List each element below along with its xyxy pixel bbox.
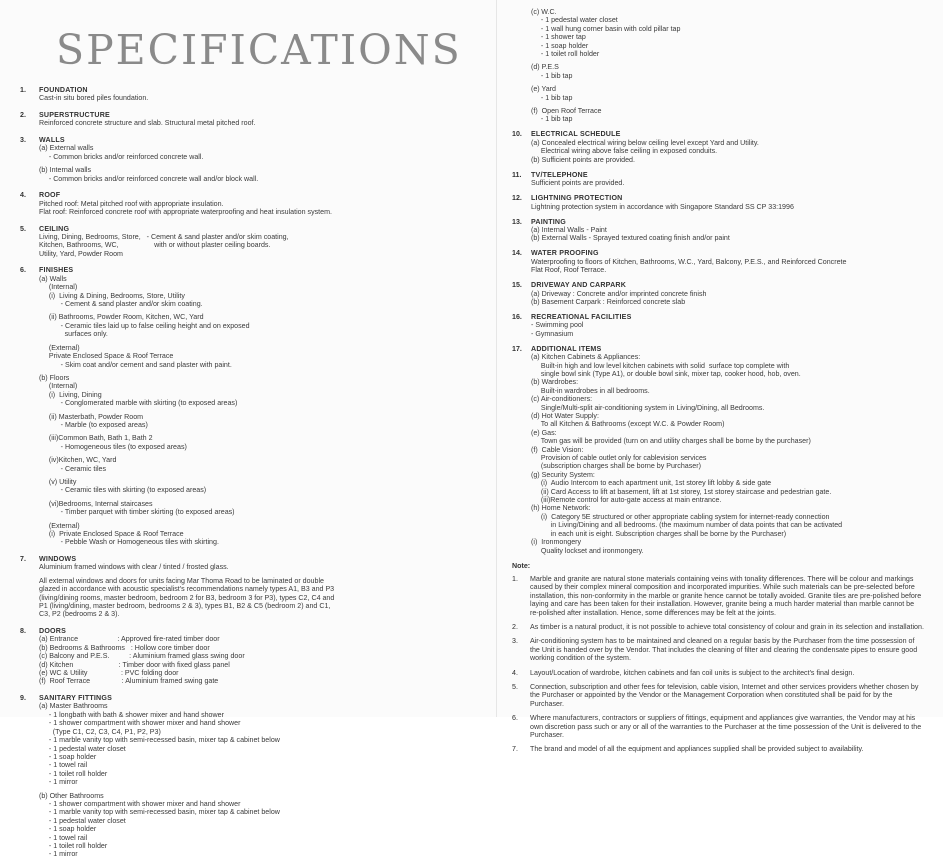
spec-line: All external windows and doors for units facing Mar Thoma Road to be laminated or double [39, 576, 324, 585]
spec-line: - Common bricks and/or reinforced concrete wall and/or block wall. [39, 174, 259, 183]
spec-line: Lightning protection system in accordance with Singapore Standard SS CP 33:1996 [531, 202, 794, 211]
spec-line: (f) Cable Vision: [531, 445, 584, 454]
section-body [531, 8, 924, 124]
spec-line: (subscription charges shall be borne by Purchaser) [531, 462, 701, 471]
note-number: 1. [512, 574, 518, 583]
spec-line: - 1 pedestal water closet [39, 816, 126, 825]
section-number: 13. [512, 217, 522, 226]
spec-line: Electrical wiring above false ceiling in exposed conduits. [531, 147, 718, 156]
section-body [531, 313, 924, 338]
spec-line: (e) Yard [531, 85, 556, 94]
spec-line: (g) Security System: [531, 470, 595, 479]
spec-line: (ii) Bathrooms, Powder Room, Kitchen, WC, Yard [39, 313, 204, 322]
spec-line: (d) Hot Water Supply: [531, 412, 599, 420]
section-heading: WATER PROOFING [531, 249, 599, 258]
spec-line: in Living/Dining and all bedrooms. (the maximum number of data points that can be activated [531, 521, 843, 530]
section-body [39, 627, 460, 686]
spec-line: - 1 shower compartment with shower mixer and hand shower [39, 719, 241, 728]
note-number: 4. [512, 668, 518, 677]
section-heading: RECREATIONAL FACILITIES [531, 312, 632, 321]
spec-line: - Swimming pool [531, 321, 584, 330]
spec-section [20, 225, 460, 259]
spec-line: C3, P2 (bedrooms 2 & 3). [39, 610, 120, 619]
spec-line: (a) Kitchen Cabinets & Appliances: [531, 353, 641, 362]
spec-line: (External) [39, 521, 80, 530]
section-heading: FINISHES [39, 266, 74, 275]
spec-line: (c) Air-conditioners: [531, 395, 593, 404]
spec-line: - 1 wall hung corner basin with cold pillar tap [531, 24, 681, 33]
spec-line: - Skim coat and/or cement and sand plaster with paint. [39, 360, 232, 369]
spec-section [512, 281, 924, 306]
section-body [531, 281, 924, 306]
spec-section [512, 345, 924, 555]
spec-line: - 1 towel rail [39, 761, 88, 770]
page-title: SPECIFICATIONS [56, 26, 462, 74]
note-number: 2. [512, 622, 518, 631]
spec-line: glazed in accordance with acoustic specialist's recommendations namely types A1, B3 and P3 [39, 585, 335, 594]
spec-line: (ii) Card Access to lift at basement, lift at 1st storey, 1st storey staircase and pedestrian gate. [531, 487, 832, 496]
spec-section [512, 218, 924, 243]
note-item [512, 623, 924, 631]
spec-line: - 1 soap holder [39, 752, 97, 761]
section-heading: CEILING [39, 224, 70, 233]
spec-line: - 1 marble vanity top with semi-recessed basin, mixer tap & cabinet below [39, 736, 280, 745]
section-number: 12. [512, 194, 522, 203]
spec-line: (b) External Walls - Sprayed textured coating finish and/or paint [531, 234, 730, 243]
spec-line: - Pebble Wash or Homogeneous tiles with skirting. [39, 538, 219, 547]
spec-line: - Timber parquet with timber skirting (to exposed areas) [39, 508, 235, 517]
spec-line: (c) Balcony and P.E.S. : Aluminium framed glass swing door [39, 652, 245, 661]
section-body [39, 136, 460, 183]
note-item [512, 575, 924, 617]
spec-line: - 1 pedestal water closet [39, 744, 126, 753]
section-heading: LIGHTNING PROTECTION [531, 194, 623, 203]
section-number: 11. [512, 170, 522, 179]
spec-section [20, 111, 460, 128]
spec-line: Living, Dining, Bedrooms, Store, - Cement & sand plaster and/or skim coating, [39, 233, 289, 242]
spec-line: (iii)Remote control for auto-gate access at main entrance. [531, 496, 722, 505]
spec-line: (External) [39, 343, 80, 352]
note-text: Marble and granite are natural stone materials containing veins with tonality differences. There will be colour and markings caused by their complex mineral composition and incorporated impurities. While such materials can be pre-selected before installation, this non-conformity in the marble or granite hence cannot be totally avoided. Granite tiles are pre-polished before laying and care has been taken for their installation. However, granite being a much harder material than marble cannot be re-polished after installation. Hence, some differences may be felt at the joints. [530, 574, 922, 617]
notes-block [512, 562, 924, 754]
spec-line: - Ceramic tiles with skirting (to exposed areas) [39, 486, 207, 495]
section-heading: WALLS [39, 136, 65, 144]
spec-section [20, 555, 460, 619]
note-item [512, 637, 924, 662]
section-number [512, 8, 531, 124]
section-heading: ELECTRICAL SCHEDULE [531, 130, 621, 139]
section-body [39, 191, 460, 216]
notes-list [512, 575, 924, 754]
spec-line: (b) Other Bathrooms [39, 791, 104, 800]
page-fold-divider [496, 0, 497, 717]
note-number: 5. [512, 682, 518, 691]
spec-line: (a) External walls [39, 144, 94, 153]
spec-line: - Ceramic tiles laid up to false ceiling height and on exposed [39, 321, 250, 330]
spec-line: Provision of cable outlet only for cablevision services [531, 454, 707, 463]
note-text: As timber is a natural product, it is not possible to achieve total consistency of colour and grain in its selection and installation. [530, 622, 924, 631]
section-number: 7. [20, 555, 26, 563]
spec-line: - 1 mirror [39, 850, 78, 859]
section-body [39, 555, 460, 619]
spec-line: (e) Gas: [531, 428, 557, 437]
spec-line: (a) Driveway : Concrete and/or imprinted concrete finish [531, 289, 707, 298]
spec-line: single bowl sink (Type A1), or double bowl sink, mixer tap, cooker hood, hob, oven. [531, 369, 801, 378]
note-text: Layout/Location of wardrobe, kitchen cabinets and fan coil units is subject to the architect's final design. [530, 668, 855, 677]
spec-line: - 1 toilet roll holder [39, 841, 108, 850]
spec-line: (b) Floors [39, 373, 70, 382]
spec-line: (b) Sufficient points are provided. [531, 155, 635, 164]
spec-line: (Internal) [39, 283, 78, 292]
spec-line: - Common bricks and/or reinforced concrete wall. [39, 152, 204, 161]
spec-line: (i) Living, Dining [39, 390, 102, 399]
spec-line: (living/dining rooms, master bedroom, bedroom 2 for B3, bedroom 3 for P3), types C2, C4 and [39, 593, 335, 602]
spec-line: - Gymnasium [531, 329, 574, 338]
section-number: 10. [512, 130, 522, 139]
note-number: 3. [512, 637, 518, 646]
note-text: Connection, subscription and other fees for television, cable vision, Internet and other services providers whether chosen by the Purchaser or appointed by the Vendor or the Management Corporation when constituted shall be paid for by the Purchaser. [530, 682, 919, 708]
spec-line: (ii) Masterbath, Powder Room [39, 412, 144, 421]
left-spec-list [20, 86, 460, 859]
spec-line: (Internal) [39, 382, 78, 391]
section-body [531, 249, 924, 274]
spec-line: Cast-in situ bored piles foundation. [39, 94, 149, 103]
section-heading: ADDITIONAL ITEMS [531, 344, 602, 353]
spec-line: Quality lockset and ironmongery. [531, 546, 644, 555]
section-heading: SUPERSTRUCTURE [39, 111, 110, 119]
note-text: Where manufacturers, contractors or suppliers of fittings, equipment and appliances give warranties, the Vendor may at his own discretion pass such or any or all of the warranties to the Purchaser at the time possession of the Unit is delivered to the Purchaser. [530, 714, 922, 739]
section-heading: FOUNDATION [39, 86, 88, 94]
section-body [531, 218, 924, 243]
spec-line: in each unit is eight. Subscription charges shall be borne by the Purchaser) [531, 529, 787, 538]
section-number: 1. [20, 86, 26, 94]
spec-line: - Ceramic tiles [39, 464, 107, 473]
spec-line: (h) Home Network: [531, 504, 591, 513]
spec-line: (Type C1, C2, C3, C4, P1, P2, P3) [39, 727, 161, 736]
spec-line: (v) Utility [39, 477, 77, 486]
spec-line: Aluminium framed windows with clear / tinted / frosted glass. [39, 563, 229, 572]
section-heading: TV/TELEPHONE [531, 170, 588, 179]
spec-section [20, 191, 460, 216]
spec-line: Town gas will be provided (turn on and utility charges shall be borne by the purchaser) [531, 437, 811, 446]
spec-line: (b) Wardrobes: [531, 378, 579, 387]
section-number: 2. [20, 111, 26, 119]
section-body [39, 86, 460, 103]
spec-line: - 1 marble vanity top with semi-recessed basin, mixer tap & cabinet below [39, 808, 280, 817]
spec-section [20, 627, 460, 686]
spec-line: Single/Multi-split air-conditioning system in Living/Dining, all Bedrooms. [531, 403, 765, 412]
spec-line: - 1 bib tap [531, 115, 573, 124]
section-body [531, 171, 924, 188]
section-heading: ROOF [39, 191, 61, 200]
spec-line: (f) Open Roof Terrace [531, 107, 602, 116]
spec-line: Built-in high and low level kitchen cabinets with solid surface top complete with [531, 361, 790, 370]
spec-line: (b) Bedrooms & Bathrooms : Hollow core timber door [39, 643, 210, 652]
spec-line: (iv)Kitchen, WC, Yard [39, 456, 117, 465]
spec-line: (i) Private Enclosed Space & Roof Terrace [39, 530, 184, 538]
spec-line: - 1 bib tap [531, 71, 573, 80]
spec-line: Sufficient points are provided. [531, 179, 625, 188]
spec-section [512, 8, 924, 124]
spec-line: (e) WC & Utility : PVC folding door [39, 669, 179, 678]
spec-line: surfaces only. [39, 330, 108, 339]
spec-line: To all Kitchen & Bathrooms (except W.C. & Powder Room) [531, 420, 725, 429]
spec-line: P1 (living/dining, master bedroom, bedrooms 2 & 3), types B1, B2 & C5 (bedroom 2) and C1, [39, 602, 331, 611]
note-item [512, 669, 924, 677]
spec-line: - 1 soap holder [39, 825, 97, 834]
spec-line: (i) Audio Intercom to each apartment unit, 1st storey lift lobby & side gate [531, 479, 772, 488]
section-number: 15. [512, 281, 522, 290]
section-body [531, 345, 924, 555]
spec-line: - Cement & sand plaster and/or skim coating. [39, 300, 203, 309]
section-number: 6. [20, 266, 26, 275]
section-number: 3. [20, 136, 26, 144]
spec-line: - 1 pedestal water closet [531, 16, 618, 25]
spec-line: - Marble (to exposed areas) [39, 420, 148, 429]
section-body [39, 111, 460, 128]
section-heading: PAINTING [531, 217, 566, 226]
spec-line: - 1 soap holder [531, 41, 589, 50]
note-text: The brand and model of all the equipment and appliances supplied shall be provided subject to availability. [530, 745, 864, 754]
spec-line: - 1 shower compartment with shower mixer and hand shower [39, 799, 241, 808]
left-column [20, 26, 462, 859]
spec-section [20, 86, 460, 103]
right-spec-list [512, 8, 924, 555]
section-body [531, 194, 924, 211]
spec-line: - Conglomerated marble with skirting (to exposed areas) [39, 399, 238, 408]
section-number: 4. [20, 191, 26, 200]
spec-section [512, 194, 924, 211]
spec-line: (c) W.C. [531, 8, 557, 16]
section-number: 16. [512, 312, 522, 321]
section-number: 17. [512, 344, 522, 353]
spec-line: (a) Internal Walls - Paint [531, 225, 607, 234]
spec-line: - 1 toilet roll holder [531, 50, 600, 59]
spec-line: (d) Kitchen : Timber door with fixed glass panel [39, 660, 230, 669]
section-body [39, 266, 460, 546]
spec-line: (d) P.E.S [531, 63, 559, 72]
spec-line: - 1 shower tap [531, 33, 586, 42]
spec-line: - Homogeneous tiles (to exposed areas) [39, 442, 187, 451]
spec-line: - 1 bib tap [531, 93, 573, 102]
spec-line: - 1 towel rail [39, 833, 88, 842]
spec-line: Flat roof: Reinforced concrete roof with appropriate waterproofing and heat insulation system. [39, 208, 332, 217]
section-number: 9. [20, 694, 26, 703]
notes-heading: Note: [512, 561, 531, 570]
spec-line: (vi)Bedrooms, Internal staircases [39, 499, 153, 508]
section-heading: SANITARY FITTINGS [39, 694, 113, 703]
section-heading: DRIVEWAY AND CARPARK [531, 281, 627, 290]
spec-line: (a) Concealed electrical wiring below ceiling level except Yard and Utility. [531, 138, 759, 147]
spec-section [20, 694, 460, 859]
section-heading: WINDOWS [39, 555, 77, 563]
section-body [39, 225, 460, 259]
spec-line: (f) Roof Terrace : Aluminium framed swing gate [39, 677, 219, 686]
note-text: Air-conditioning system has to be maintained and cleaned on a regular basis by the Purchaser from the time possession of the Unit is handed over by the Vendor. That includes the cleaning of filter and clearing the condensate pipes to ensure good working condition of the system. [530, 637, 918, 663]
spec-line: - 1 longbath with bath & shower mixer and hand shower [39, 710, 224, 719]
spec-line: - 1 mirror [39, 778, 78, 787]
spec-section [512, 313, 924, 338]
spec-section [512, 249, 924, 274]
section-body [531, 130, 924, 164]
spec-line: Built-in wardrobes in all bedrooms. [531, 386, 650, 395]
section-heading: DOORS [39, 627, 67, 636]
note-number: 6. [512, 714, 518, 723]
section-body [39, 694, 460, 859]
spec-line: Utility, Yard, Powder Room [39, 249, 123, 258]
spec-line: Reinforced concrete structure and slab. Structural metal pitched roof. [39, 119, 256, 128]
note-item [512, 714, 924, 739]
spec-line: (i) Ironmongery [531, 538, 582, 547]
spec-line: Private Enclosed Space & Roof Terrace [39, 352, 174, 361]
spec-line: (i) Category 5E structured or other appropriate cabling system for internet-ready connection [531, 512, 830, 521]
spec-line: (b) Internal walls [39, 166, 92, 175]
note-number: 7. [512, 745, 518, 754]
spec-section [20, 266, 460, 546]
section-number: 14. [512, 249, 522, 258]
spec-section [20, 136, 460, 183]
spec-line: Kitchen, Bathrooms, WC, with or without plaster ceiling boards. [39, 241, 271, 250]
spec-section [512, 171, 924, 188]
section-number: 8. [20, 627, 26, 636]
note-item [512, 683, 924, 708]
right-column [512, 8, 924, 754]
spec-line: (a) Entrance : Approved fire-rated timber door [39, 635, 220, 644]
spec-line: Waterproofing to floors of Kitchen, Bathrooms, W.C., Yard, Balcony, P.E.S., and Reinforced Concrete [531, 257, 847, 266]
spec-line: (a) Master Bathrooms [39, 702, 108, 711]
section-number: 5. [20, 224, 26, 233]
spec-line: (b) Basement Carpark : Reinforced concrete slab [531, 297, 686, 306]
spec-section [512, 130, 924, 164]
spec-line: Flat Roof, Roof Terrace. [531, 266, 607, 275]
spec-line: - 1 toilet roll holder [39, 769, 108, 778]
spec-line: (i) Living & Dining, Bedrooms, Store, Utility [39, 291, 185, 300]
spec-line: (a) Walls [39, 274, 67, 283]
spec-line: Pitched roof: Metal pitched roof with appropriate insulation. [39, 199, 224, 208]
spec-line: (iii)Common Bath, Bath 1, Bath 2 [39, 434, 153, 443]
note-item [512, 745, 924, 753]
